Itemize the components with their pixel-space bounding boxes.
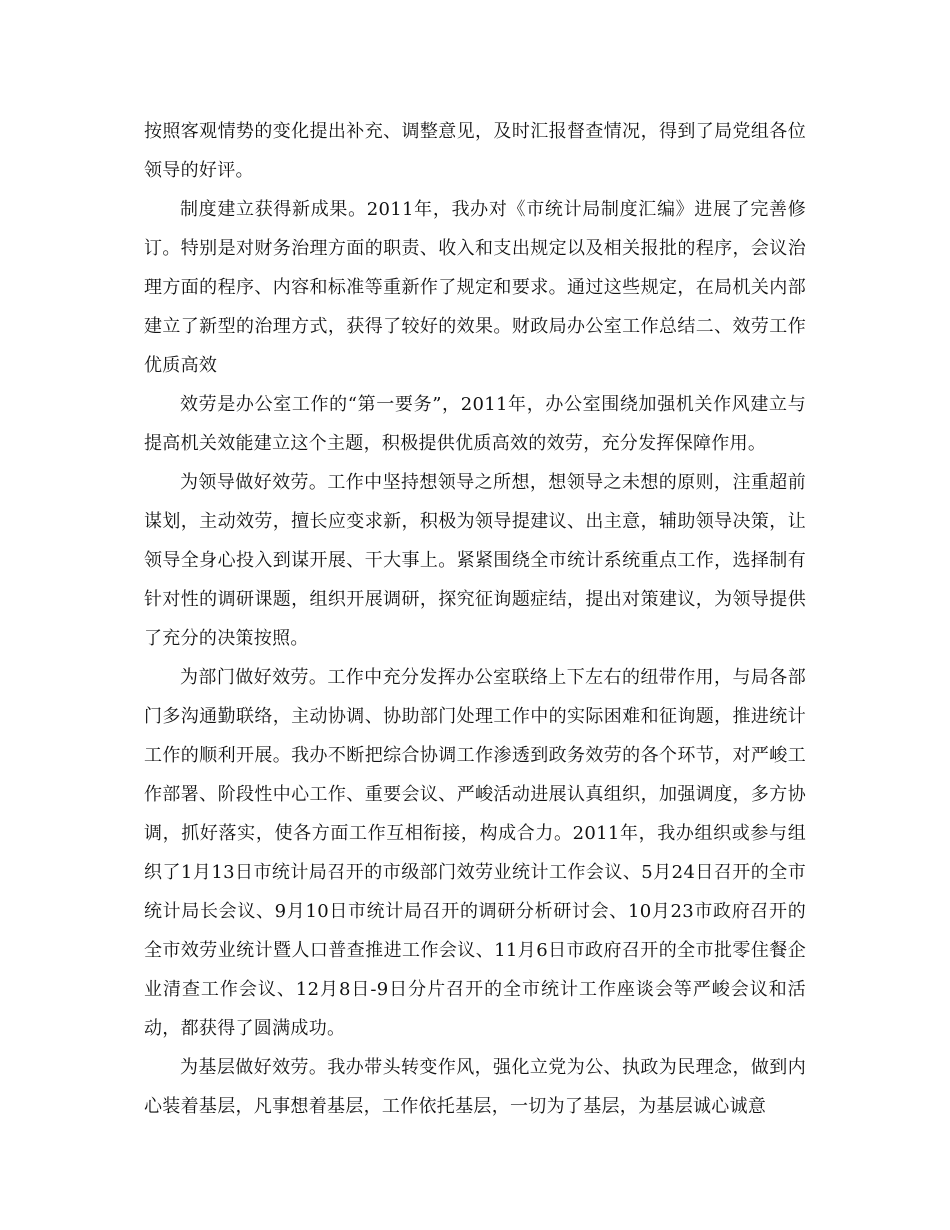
paragraph-serve-leaders: 为领导做好效劳。工作中坚持想领导之所想，想领导之未想的原则，注重超前谋划，主动效劳，擅长应变求新，积极为领导提建议、出主意，辅助领导决策，让领导全身心投入到谋开展、干大事上。紧紧围绕全市统计系统重点工作，选择制有针对性的调研课题，组织开展调研，探究征询题症结，提出对策建议，为领导提供了充分的决策按照。 <box>144 472 806 649</box>
paragraph-service-priority: 效劳是办公室工作的“第一要务”，2011年，办公室围绕加强机关作风建立与提高机关效能建立这个主题，积极提供优质高效的效劳，充分发挥保障作用。 <box>144 394 806 454</box>
paragraph-system-building: 制度建立获得新成果。2011年，我办对《市统计局制度汇编》进展了完善修订。特别是对财务治理方面的职责、收入和支出规定以及相关报批的程序，会议治理方面的程序、内容和标准等重新作了规定和要求。通过这些规定，在局机关内部建立了新型的治理方式，获得了较好的效果。财政局办公室工作总结二、效劳工作优质高效 <box>144 199 806 376</box>
paragraph-serve-departments: 为部门做好效劳。工作中充分发挥办公室联络上下左右的纽带作用，与局各部门多沟通勤联络，主动协调、协助部门处理工作中的实际困难和征询题，推进统计工作的顺利开展。我办不断把综合协调工作渗透到政务效劳的各个环节，对严峻工作部署、阶段性中心工作、重要会议、严峻活动进展认真组织，加强调度，多方协调，抓好落实，使各方面工作互相衔接，构成合力。2011年，我办组织或参与组织了1月13日市统计局召开的市级部门效劳业统计工作会议、5月24日召开的全市统计局长会议、9月10日市统计局召开的调研分析研讨会、10月23市政府召开的全市效劳业统计暨人口普查推进工作会议、11月6日市政府召开的全市批零住餐企业清查工作会议、12月8日-9日分片召开的全市统计工作座谈会等严峻会议和活动，都获得了圆满成功。 <box>144 667 806 1039</box>
paragraph-serve-grassroots: 为基层做好效劳。我办带头转变作风，强化立党为公、执政为民理念，做到内心装着基层，凡事想着基层，工作依托基层，一切为了基层，为基层诚心诚意 <box>144 1057 806 1117</box>
document-body <box>144 112 806 1126</box>
paragraph-continued: 按照客观情势的变化提出补充、调整意见，及时汇报督查情况，得到了局党组各位领导的好评。 <box>144 121 806 181</box>
